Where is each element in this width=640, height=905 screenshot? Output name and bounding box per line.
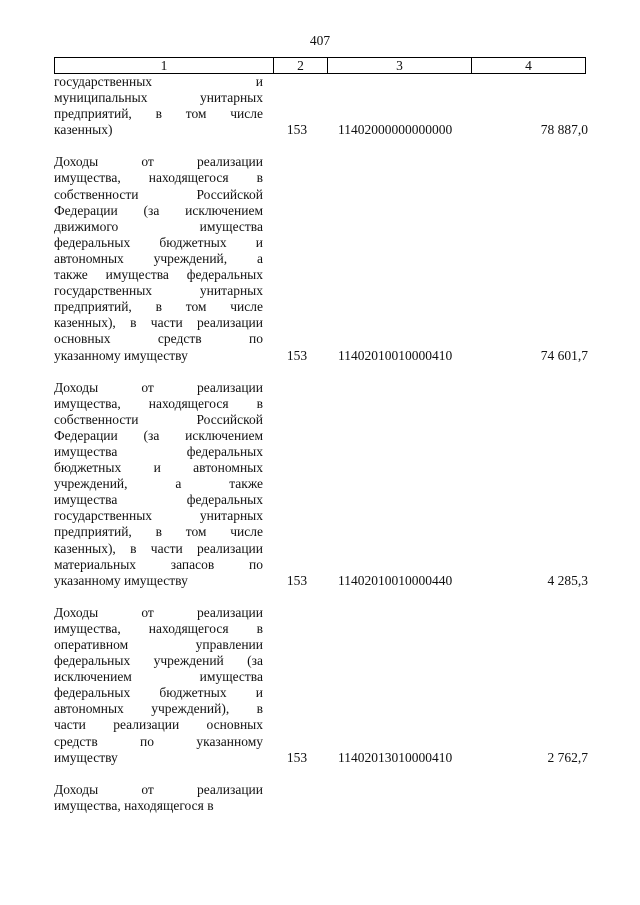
table-row: [54, 74, 588, 138]
description-line: имущества, находящегося в: [54, 170, 263, 186]
description-line: основных средств по: [54, 331, 263, 347]
revenue-description: [54, 605, 263, 766]
column-header-2: 2: [274, 58, 328, 74]
description-line: государственных унитарных: [54, 283, 263, 299]
description-line: указанному имуществу: [54, 347, 188, 363]
table-row: [54, 782, 588, 814]
description-line: Федерации (за исключением: [54, 202, 263, 218]
description-line: Доходы от реализации: [54, 781, 263, 797]
revenue-description: [54, 74, 263, 138]
description-line: имущества, находящегося в: [54, 620, 263, 636]
amount-value: 2 762,7: [547, 749, 588, 765]
description-line: автономных учреждений, а: [54, 250, 263, 266]
description-line: части реализации основных: [54, 717, 263, 733]
table-row: [54, 154, 588, 363]
description-line: исключением имущества: [54, 669, 263, 685]
budget-classification-code: 11402000000000000: [338, 122, 453, 138]
description-line: указанному имуществу: [54, 572, 188, 588]
administrator-code: 153: [286, 749, 308, 765]
description-line: имуществу: [54, 749, 118, 765]
column-header-row: [54, 57, 586, 74]
description-line: Доходы от реализации: [54, 154, 263, 170]
description-line: предприятий, в том числе: [54, 524, 263, 540]
description-line: движимого имущества: [54, 218, 263, 234]
column-header-1: 1: [55, 58, 274, 74]
revenue-description: [54, 380, 263, 589]
administrator-code: 153: [286, 572, 308, 588]
description-line: автономных учреждений), в: [54, 701, 263, 717]
description-line: казенных), в части реализации: [54, 315, 263, 331]
description-line: предприятий, в том числе: [54, 299, 263, 315]
budget-classification-code: 11402010010000410: [338, 347, 453, 363]
description-line: муниципальных унитарных: [54, 90, 263, 106]
description-line: имущества, находящегося в: [54, 797, 214, 813]
description-line: государственных и: [54, 74, 263, 89]
amount-value: 74 601,7: [540, 347, 588, 363]
description-line: имущества, находящегося в: [54, 395, 263, 411]
budget-classification-code: 11402010010000440: [338, 572, 453, 588]
page-number: 407: [309, 33, 331, 48]
description-line: федеральных учреждений (за: [54, 653, 263, 669]
description-line: имущества федеральных: [54, 443, 263, 459]
description-line: федеральных бюджетных и: [54, 234, 263, 250]
administrator-code: 153: [286, 347, 308, 363]
description-line: государственных унитарных: [54, 508, 263, 524]
description-line: предприятий, в том числе: [54, 106, 263, 122]
description-line: материальных запасов по: [54, 556, 263, 572]
description-line: имущества федеральных: [54, 492, 263, 508]
description-line: Доходы от реализации: [54, 379, 263, 395]
description-line: собственности Российской: [54, 186, 263, 202]
description-line: казенных): [54, 122, 113, 138]
description-line: федеральных бюджетных и: [54, 685, 263, 701]
table-body: [54, 74, 588, 830]
budget-classification-code: 11402013010000410: [338, 749, 453, 765]
description-line: Федерации (за исключением: [54, 427, 263, 443]
administrator-code: 153: [286, 122, 308, 138]
description-line: казенных), в части реализации: [54, 540, 263, 556]
description-line: также имущества федеральных: [54, 267, 263, 283]
table-row: [54, 605, 588, 766]
column-header-3: 3: [328, 58, 472, 74]
amount-value: 78 887,0: [540, 122, 588, 138]
description-line: средств по указанному: [54, 733, 263, 749]
description-line: Доходы от реализации: [54, 604, 263, 620]
revenue-description: [54, 782, 263, 814]
description-line: оперативном управлении: [54, 637, 263, 652]
description-line: бюджетных и автономных: [54, 460, 263, 476]
column-header-4: 4: [472, 58, 586, 74]
amount-value: 4 285,3: [547, 572, 588, 588]
revenue-description: [54, 154, 263, 363]
description-line: учреждений, а также: [54, 476, 263, 492]
description-line: собственности Российской: [54, 411, 263, 427]
table-row: [54, 380, 588, 589]
